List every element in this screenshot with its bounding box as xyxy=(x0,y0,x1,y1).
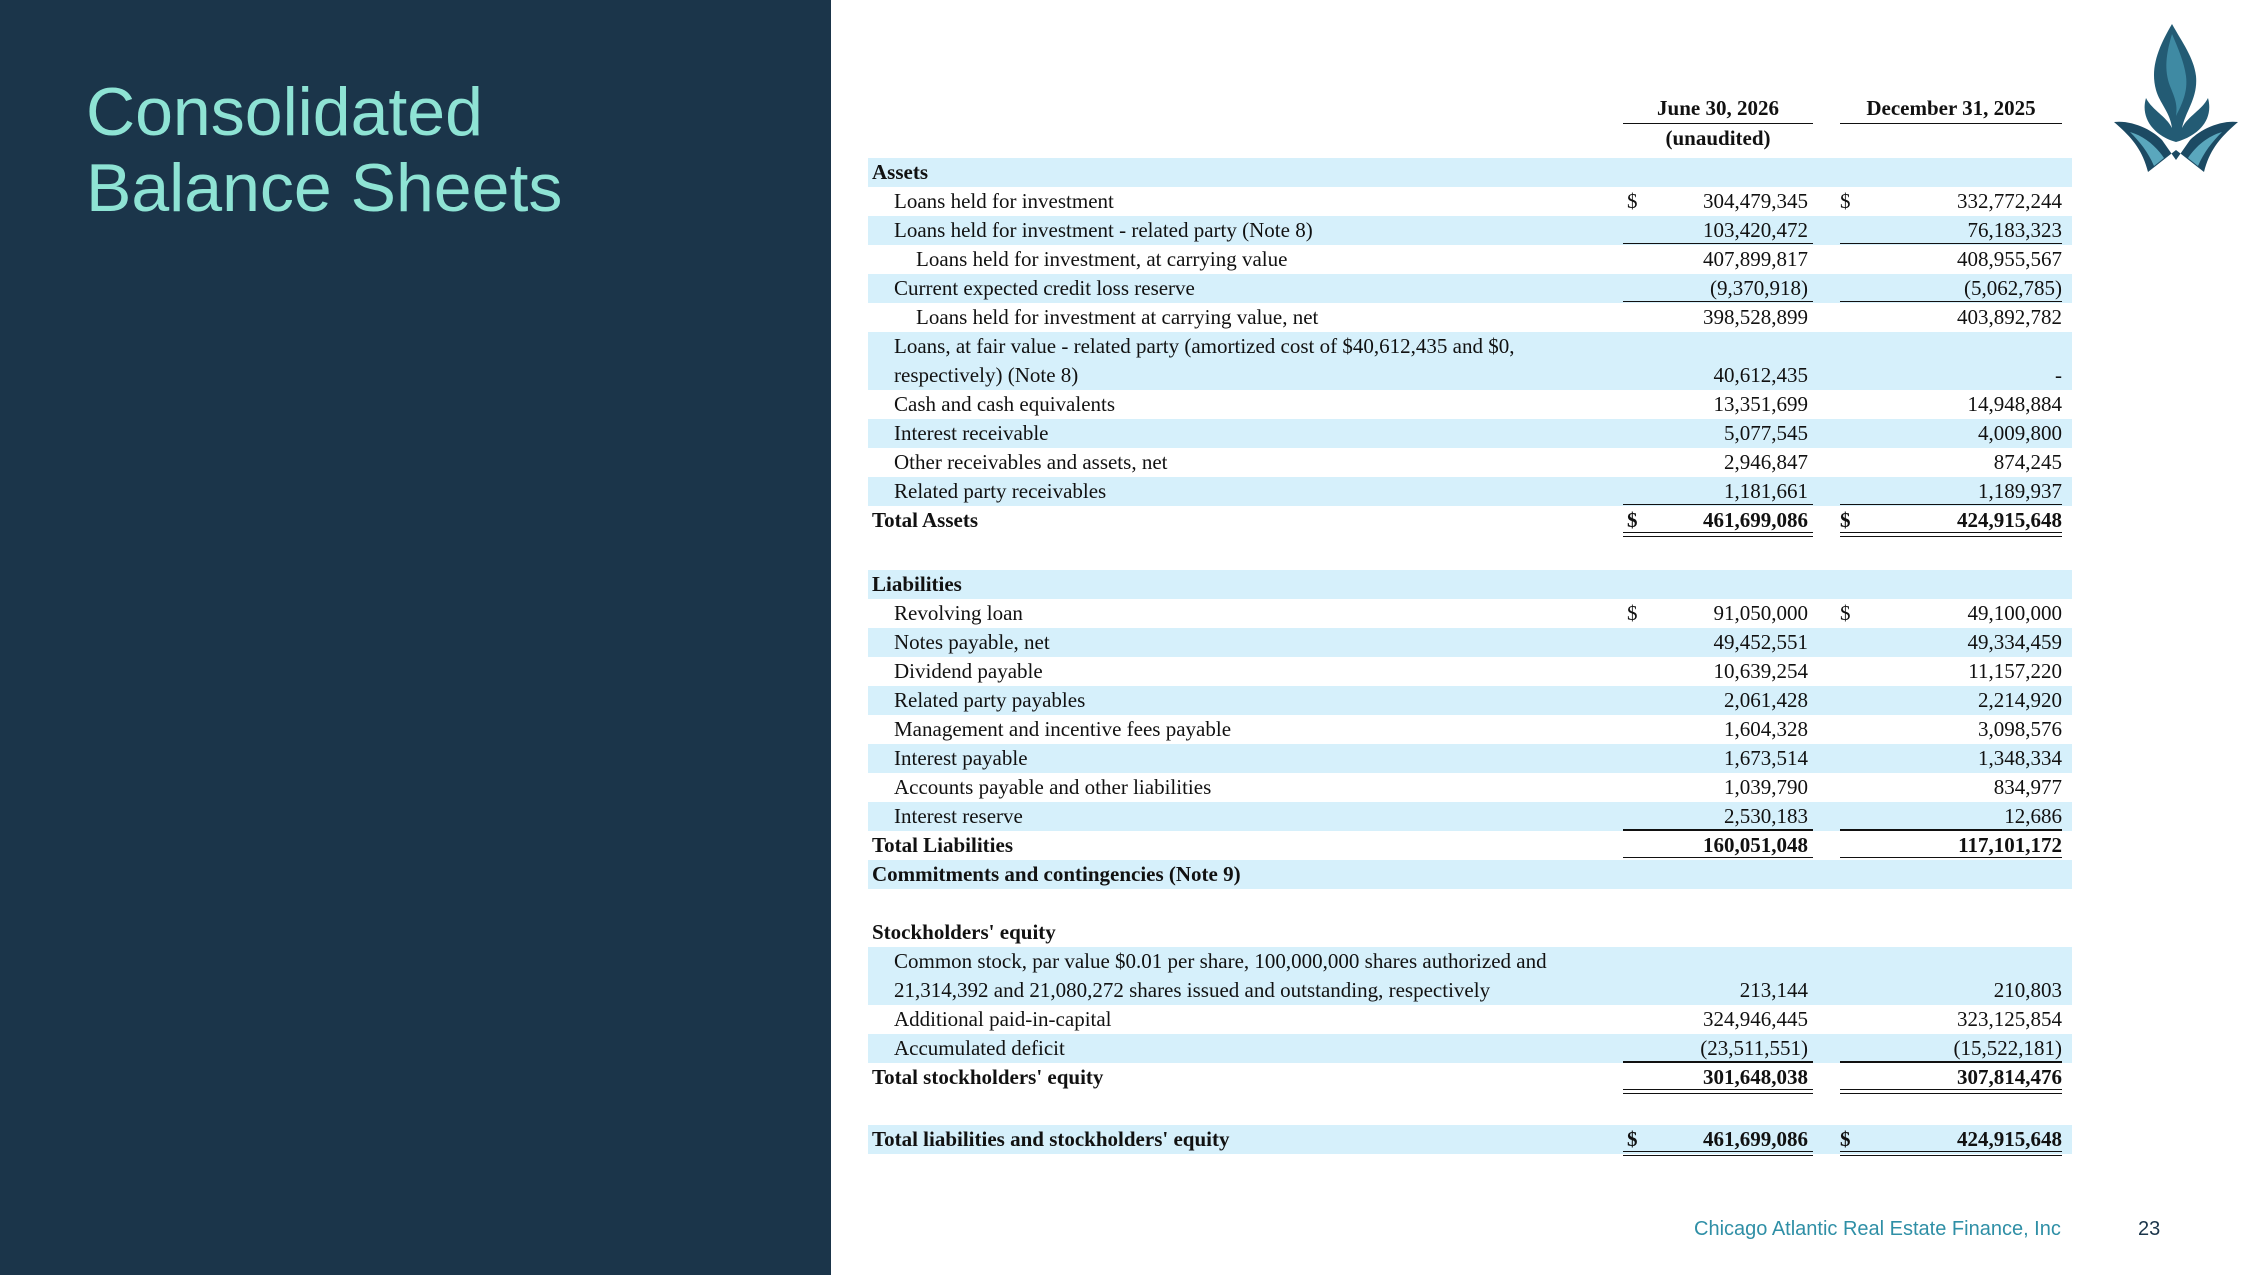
row-label: Total stockholders' equity xyxy=(872,1065,1104,1089)
table-row xyxy=(868,419,2072,448)
row-label: Related party payables xyxy=(894,688,1086,712)
table-row xyxy=(868,506,2072,535)
total-double-underline xyxy=(1840,1151,2062,1156)
value-december-2025: 2,214,920 xyxy=(1978,688,2062,712)
row-label: Accounts payable and other liabilities xyxy=(894,775,1212,799)
currency-symbol: $ xyxy=(1840,508,1851,532)
row-label: Accumulated deficit xyxy=(894,1036,1065,1060)
total-top-rule xyxy=(1623,830,1813,831)
table-row xyxy=(868,332,2072,390)
page-number: 23 xyxy=(2138,1218,2161,1240)
table-row xyxy=(868,570,2072,599)
value-december-2025: 1,189,937 xyxy=(1978,479,2062,503)
value-december-2025: 210,803 xyxy=(1993,978,2062,1002)
row-label: Commitments and contingencies (Note 9) xyxy=(872,862,1241,886)
table-row xyxy=(868,918,2072,947)
slide-title-line-2: Balance Sheets xyxy=(86,150,563,226)
subtotal-underline xyxy=(1623,243,1813,244)
value-june-2026: 2,530,183 xyxy=(1724,804,1808,828)
value-june-2026: 5,077,545 xyxy=(1724,421,1808,445)
row-label: Total Assets xyxy=(872,508,978,532)
row-label: Notes payable, net xyxy=(894,630,1050,654)
currency-symbol: $ xyxy=(1840,1127,1851,1151)
value-december-2025: 424,915,648 xyxy=(1957,1127,2062,1151)
row-label: Dividend payable xyxy=(894,659,1043,683)
total-top-rule xyxy=(1840,830,2062,831)
row-label: Interest receivable xyxy=(894,421,1049,445)
table-row xyxy=(868,158,2072,187)
slide-title-line-1: Consolidated xyxy=(86,74,483,150)
value-june-2026: 91,050,000 xyxy=(1713,601,1808,625)
table-row xyxy=(868,686,2072,715)
table-row xyxy=(868,390,2072,419)
table-row xyxy=(868,477,2072,506)
value-june-2026: 10,639,254 xyxy=(1713,659,1808,683)
value-june-2026: 461,699,086 xyxy=(1703,1127,1808,1151)
column-header-december-2025: December 31, 2025 xyxy=(1866,96,2036,120)
currency-symbol: $ xyxy=(1627,189,1638,213)
value-june-2026: 2,061,428 xyxy=(1724,688,1808,712)
table-row xyxy=(868,599,2072,628)
column-header-underline xyxy=(1623,123,1813,124)
value-december-2025: 332,772,244 xyxy=(1957,189,2062,213)
value-june-2026: (9,370,918) xyxy=(1710,276,1808,300)
subtotal-underline xyxy=(1840,504,2062,505)
value-december-2025: 3,098,576 xyxy=(1978,717,2062,741)
row-label: Management and incentive fees payable xyxy=(894,717,1232,741)
value-june-2026: 304,479,345 xyxy=(1703,189,1808,213)
value-june-2026: 1,604,328 xyxy=(1724,717,1808,741)
currency-symbol: $ xyxy=(1627,601,1638,625)
value-june-2026: 1,673,514 xyxy=(1724,746,1808,770)
value-june-2026: 103,420,472 xyxy=(1703,218,1808,242)
row-label: Additional paid-in-capital xyxy=(894,1007,1112,1031)
table-row xyxy=(868,860,2072,889)
row-label: Loans held for investment xyxy=(894,189,1114,213)
value-december-2025: 403,892,782 xyxy=(1957,305,2062,329)
value-december-2025: 323,125,854 xyxy=(1957,1007,2062,1031)
value-december-2025: 834,977 xyxy=(1993,775,2062,799)
table-row xyxy=(868,448,2072,477)
table-row xyxy=(868,802,2072,831)
table-row xyxy=(868,187,2072,216)
row-label: Common stock, par value $0.01 per share, 100,000,000 shares authorized and 21,314,392 and 21,080,272 shares issued and outstanding, respectively xyxy=(894,949,1547,1002)
value-december-2025: 49,100,000 xyxy=(1967,601,2062,625)
total-top-rule xyxy=(1623,1062,1813,1063)
table-row xyxy=(868,1125,2072,1154)
row-label: Loans held for investment at carrying value, net xyxy=(916,305,1319,329)
table-row xyxy=(868,216,2072,245)
subtotal-underline xyxy=(1840,243,2062,244)
value-december-2025: 4,009,800 xyxy=(1978,421,2062,445)
table-row xyxy=(868,245,2072,274)
value-june-2026: 160,051,048 xyxy=(1703,833,1808,857)
value-december-2025: 408,955,567 xyxy=(1957,247,2062,271)
value-june-2026: 407,899,817 xyxy=(1703,247,1808,271)
row-label: Stockholders' equity xyxy=(872,920,1056,944)
value-june-2026: 2,946,847 xyxy=(1724,450,1808,474)
row-label: Cash and cash equivalents xyxy=(894,392,1116,416)
row-label: Interest payable xyxy=(894,746,1028,770)
table-row xyxy=(868,628,2072,657)
table-row xyxy=(868,657,2072,686)
value-december-2025: 14,948,884 xyxy=(1967,392,2062,416)
value-december-2025: 1,348,334 xyxy=(1978,746,2062,770)
table-row xyxy=(868,831,2072,860)
table-row xyxy=(868,1034,2072,1063)
table-row xyxy=(868,947,2072,1005)
value-december-2025: 424,915,648 xyxy=(1957,508,2062,532)
row-label: Liabilities xyxy=(872,572,962,596)
table-row xyxy=(868,1063,2072,1092)
row-label: Revolving loan xyxy=(894,601,1023,625)
value-december-2025: 11,157,220 xyxy=(1968,659,2062,683)
total-double-underline xyxy=(1840,532,2062,537)
subtotal-underline xyxy=(1623,504,1813,505)
table-row xyxy=(868,773,2072,802)
value-december-2025: 12,686 xyxy=(2004,804,2062,828)
title-panel xyxy=(0,0,831,1275)
flame-bird-logo-icon xyxy=(2110,24,2242,178)
total-double-underline xyxy=(1623,532,1813,537)
value-december-2025: - xyxy=(2055,363,2062,387)
value-december-2025: 307,814,476 xyxy=(1957,1065,2062,1089)
currency-symbol: $ xyxy=(1627,508,1638,532)
currency-symbol: $ xyxy=(1627,1127,1638,1151)
slide-title xyxy=(86,74,562,226)
value-december-2025: 874,245 xyxy=(1993,450,2062,474)
row-label: Loans, at fair value - related party (amortized cost of $40,612,435 and $0, respectively) (Note 8) xyxy=(894,334,1515,387)
value-june-2026: 461,699,086 xyxy=(1703,508,1808,532)
column-header-underline xyxy=(1840,123,2062,124)
table-row xyxy=(868,303,2072,332)
row-label: Current expected credit loss reserve xyxy=(894,276,1195,300)
table-row xyxy=(868,274,2072,303)
row-label: Loans held for investment - related party (Note 8) xyxy=(894,218,1313,242)
value-june-2026: 301,648,038 xyxy=(1703,1065,1808,1089)
row-label: Related party receivables xyxy=(894,479,1107,503)
value-june-2026: 213,144 xyxy=(1739,978,1808,1002)
footer-company-name: Chicago Atlantic Real Estate Finance, Inc xyxy=(1694,1218,2061,1240)
row-label: Other receivables and assets, net xyxy=(894,450,1168,474)
value-december-2025: (15,522,181) xyxy=(1953,1036,2062,1060)
value-june-2026: 1,039,790 xyxy=(1724,775,1808,799)
column-header-june-2026: June 30, 2026 xyxy=(1657,96,1779,120)
table-row xyxy=(868,744,2072,773)
row-label: Loans held for investment, at carrying value xyxy=(916,247,1288,271)
value-december-2025: 49,334,459 xyxy=(1967,630,2062,654)
total-double-underline xyxy=(1623,1151,1813,1156)
value-june-2026: (23,511,551) xyxy=(1700,1036,1808,1060)
value-june-2026: 1,181,661 xyxy=(1724,479,1808,503)
subtotal-underline xyxy=(1840,301,2062,302)
currency-symbol: $ xyxy=(1840,189,1851,213)
value-june-2026: 49,452,551 xyxy=(1713,630,1808,654)
value-december-2025: 76,183,323 xyxy=(1967,218,2062,242)
column-subheader-unaudited: (unaudited) xyxy=(1665,126,1771,150)
value-june-2026: 40,612,435 xyxy=(1713,363,1808,387)
value-june-2026: 324,946,445 xyxy=(1703,1007,1808,1031)
total-double-underline xyxy=(1623,1089,1813,1094)
subtotal-underline xyxy=(1623,301,1813,302)
currency-symbol: $ xyxy=(1840,601,1851,625)
row-label: Total Liabilities xyxy=(872,833,1014,857)
row-label: Interest reserve xyxy=(894,804,1023,828)
total-double-underline xyxy=(1840,1089,2062,1094)
value-june-2026: 398,528,899 xyxy=(1703,305,1808,329)
value-june-2026: 13,351,699 xyxy=(1713,392,1808,416)
value-december-2025: 117,101,172 xyxy=(1958,833,2062,857)
row-label: Total liabilities and stockholders' equity xyxy=(872,1127,1230,1151)
row-label: Assets xyxy=(872,160,928,184)
table-row xyxy=(868,1005,2072,1034)
table-row xyxy=(868,715,2072,744)
total-top-rule xyxy=(1840,1062,2062,1063)
value-december-2025: (5,062,785) xyxy=(1964,276,2062,300)
